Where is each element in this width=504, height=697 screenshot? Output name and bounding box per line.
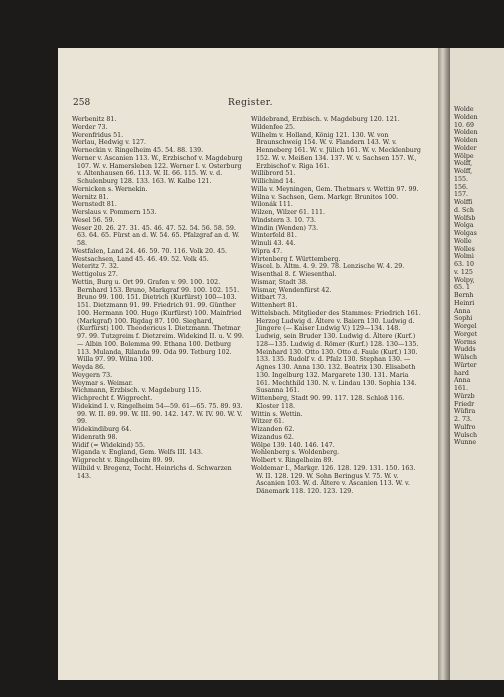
facing-page-word: Sophi — [454, 315, 473, 323]
facing-page-word: Anna — [454, 307, 471, 315]
facing-page-word: Anna — [454, 377, 471, 385]
index-entry: Werbenitz 81. — [72, 116, 117, 123]
facing-page-column — [454, 106, 504, 447]
index-entry: Wichmann, Erzbisch. v. Magdeburg 115. — [72, 387, 202, 395]
facing-page-word: 10. 69 — [454, 121, 475, 129]
facing-page-word: 157. — [454, 191, 469, 199]
index-entry: Werslaus v. Pommern 153. — [72, 209, 157, 216]
index-entry: Woldemar I., Markgr. 126. 128. 129. 131. 150. 163. W. II. 128. 129. W. Sohn Beringus V. 75. W. v. Ascanien 103. W. d. Ältere v. Ascanien 113. W. v. Dänemark 118. 120. 123. 129. — [251, 464, 416, 495]
facing-page-word: Wolga — [454, 222, 474, 230]
facing-page-word: 63. 10 — [454, 261, 475, 268]
facing-page-word: Wunne — [454, 439, 477, 447]
index-entry: Wigprecht v. Ringelheim 89. 99. — [72, 457, 175, 464]
facing-page-word: Würzb — [454, 392, 475, 400]
facing-page-word: Wülsch — [454, 354, 478, 361]
facing-page-word: 2. 73. — [454, 416, 473, 423]
index-entry: Wilbild v. Bregenz, Tocht. Heinrichs d. Schwarzen 143. — [72, 464, 232, 480]
index-entry: Willibrord 51. — [251, 170, 296, 178]
index-entry: Wolbert v. Ringelheim 89. — [251, 457, 334, 464]
page-header — [58, 98, 438, 112]
facing-page-word: Wölpe — [454, 152, 474, 160]
index-entry: Wittenberg, Stadt 90. 99. 117. 128. Schloß 116. Kloster 118. — [251, 395, 405, 410]
facing-page-word: 155. — [454, 175, 469, 183]
index-entry: Wesel 56. 59. — [72, 216, 115, 224]
facing-page-word: Wolden — [454, 129, 478, 137]
index-entry: Windin (Wenden) 73. — [251, 224, 319, 232]
index-entry: Wohlenberg s. Woldenberg. — [251, 449, 340, 457]
index-entry: Weymar s. Weimar. — [72, 379, 133, 387]
index-entry: Wernicken s. Wernekin. — [72, 185, 148, 193]
index-entry: Wettin, Burg u. Ort 99. Grafen v. 99. 100. 102. Bernhard 153. Bruno, Markgraf 99. 100. 102. 151. Bruno 99. 100. 151. Dietrich (Kurfürst) 100—103. 151. Dietzmann 91. 99. Friedrich 91. 99. Günther 100. Hermann 100. Hugo (Kurfürst) 100. Mainfried (Markgraf) 100. Rigdag 87. 100. Sieghard, (Kurfürst) 100. Theodericus I. Dietzmann. Thetmar 97. 99. Tutzgreim f. Dietzreim. Widekind II. u. V. 99. — Albin 100. Bolemma 99. Ethana 100. Detburg 113. Mulanda, Rilanda 99. Oda 99. Tetburg 102. Willa 97. 99. Wilna 100. — [72, 278, 244, 364]
facing-page-word: Wolmi — [454, 253, 474, 261]
facing-page-word: hard — [454, 369, 469, 377]
page-number: 258 — [73, 98, 91, 108]
index-entry: Werlau, Hedwig v. 127. — [72, 139, 147, 147]
index-entry: Windstern 3. 10. 73. — [251, 216, 317, 224]
index-entry: Witzer 61. — [251, 418, 284, 426]
facing-page-word: Wolden — [454, 113, 478, 121]
facing-page-word: 161. — [454, 385, 469, 392]
facing-page-word: Wulfro — [454, 423, 476, 431]
facing-page-word: Worms — [454, 338, 477, 346]
index-entry: Weser 20. 26. 27. 31. 45. 46. 47. 52. 54. 56. 58. 59. 63. 64. 65. Fürst an d. W. 54. 65. Pfalzgraf an d. W. 58. — [72, 224, 240, 247]
index-entry: Wölpe 139. 140. 146. 147. — [251, 441, 335, 449]
index-entry: Wernitz 81. — [72, 193, 109, 201]
facing-page-word: Bernh — [454, 292, 474, 299]
index-entry: Wilhelm v. Holland, König 121. 130. W. von Braunschweig 154. W. v. Flandern 143. W. v. Henneberg 161. W. v. Jülich 161. W. v. Mecklenburg 152. W. v. Meißen 134. 137. W. v. Sachsen 157. W., Erzbischof v. Riga 161. — [251, 131, 421, 170]
index-entry: Wettigolus 27. — [72, 271, 118, 278]
facing-page-word: Wolles — [454, 245, 475, 253]
index-entry: Wiscel. b. Altm. 4. 9. 29. 78. Lenzische W. 4. 29. — [251, 263, 405, 271]
index-entry: Weyda 86. — [72, 364, 106, 371]
facing-page-word: Wolff, — [454, 168, 473, 175]
facing-page-word: v. 125 — [454, 268, 473, 276]
facing-page-word: Friedr — [454, 400, 475, 408]
facing-page-word: 65. 1 — [454, 284, 471, 292]
index-entry: Wilonák 111. — [251, 201, 293, 209]
facing-page-word: Wolffi — [454, 199, 473, 206]
facing-page-word: Wüfira — [454, 408, 476, 416]
index-entry: Werenfridus 51. — [72, 131, 124, 139]
index-entry: Wismar, Wendenfürst 42. — [251, 286, 332, 294]
index-entry: Widif (= Widekind) 55. — [72, 441, 146, 449]
index-entry: Winterfeld 81. — [251, 232, 297, 240]
facing-page-word: Heinri — [454, 299, 475, 307]
facing-page-word: d. Sch — [454, 206, 474, 214]
facing-page-word: 156. — [454, 183, 469, 191]
index-page — [58, 48, 438, 680]
index-entry: Wittenhert 81. — [251, 302, 298, 309]
facing-page-word: Wolff, — [454, 160, 473, 168]
index-entry: Witbart 73. — [251, 294, 288, 302]
page-title: Register. — [228, 98, 273, 108]
index-entry: Wittin s. Wettin. — [251, 410, 303, 418]
facing-page-word: Worget — [454, 330, 478, 338]
index-entry: Widekindiburg 64. — [72, 426, 132, 433]
facing-page-word: Wolde — [454, 106, 474, 113]
index-entry: Wipra 47. — [251, 247, 283, 255]
index-entry: Wildebrand, Erzbisch. v. Magdeburg 120. 121. — [251, 116, 400, 123]
index-column-left — [72, 116, 244, 480]
facing-page-word: Wolgas — [454, 230, 477, 237]
facing-page-word: Wulsch — [454, 431, 478, 439]
index-entry: Widenrath 98. — [72, 433, 118, 441]
index-entry: Wisenthal 8. f. Wiesenthal. — [251, 271, 337, 278]
index-entry: Wichprecht f. Wigprecht. — [72, 395, 153, 402]
facing-page-word: Wolle — [454, 237, 472, 245]
index-entry: Willa v. Meyningen, Gem. Thetmars v. Wettin 97. 99. — [251, 185, 419, 193]
facing-page-word: Würter — [454, 361, 477, 369]
index-entry: Westfalen, Land 24. 46. 59. 70. 116. Volk 20. 45. — [72, 247, 228, 255]
facing-page-word: Wolpy, — [454, 276, 475, 284]
index-entry: Wilna v. Sachsen, Gem. Markgr. Brunitos 100. — [251, 193, 399, 201]
index-entry: Wildenfee 25. — [251, 123, 296, 131]
facing-page-word: Wolden — [454, 137, 478, 144]
index-column-right — [251, 116, 423, 496]
index-entry: Westsachsen, Land 45. 46. 49. 52. Volk 45. — [72, 255, 209, 263]
index-entry: Wernstedt 81. — [72, 201, 117, 209]
facing-page-word: Wolfsb — [454, 214, 476, 222]
index-entry: Wirtenberg f. Württemberg. — [251, 255, 341, 263]
index-entry: Wizandus 62. — [251, 433, 294, 441]
index-entry: Weteritz 7. 32. — [72, 263, 119, 271]
index-entry: Wismar, Stadt 38. — [251, 278, 308, 286]
facing-page-edge — [450, 48, 504, 680]
index-entry: Wiganda v. England, Gem. Welfs III. 143. — [72, 449, 203, 457]
index-entry: Wittelsbach. Mitglieder des Stammes: Friedrich 161. Herzog Ludwig d. Ältere v. Baiern 130. Ludwig d. Jüngere (— Kaiser Ludwig V.) 129—134. 148. Ludwig, sein Bruder 130. Ludwig d. Ältere (Kurf.) 128—135. Ludwig d. Römer (Kurf.) 128. 130—135. Meinhard 130. Otto 130. Otto d. Faule (Kurf.) 130. 133. 135. Rudolf v. d. Pfalz 130. Stephan 130. — Agnes 130. Anna 130. 132. Beatrix 130. Elisabeth 130. Ingelburg 132. Margarete 130. 131. Maria 161. Mechthild 130. N. v. Lindau 130. Sophia 134. Susanna 161. — [251, 309, 421, 395]
index-entry: Werner v. Ascanien 113. W., Erzbischof v. Magdeburg 107. W. v. Hamersleben 122. Werner I. v. Osterburg v. Altenhausen 66. 113. W. II. 66. 115. W. v. d. Schulenburg 128. 133. 163. W. Kalbe 121. — [72, 154, 243, 185]
facing-page-word: Wolder — [454, 144, 477, 152]
index-entry: Widekind I. v. Ringelheim 54—59. 61—65. 75. 89. 93. 99. W. II. 89. 99. W. III. 90. 142. 147. W. IV. 90. W. V. 99. — [72, 402, 243, 426]
index-entry: Werneckin v. Ringelheim 45. 54. 88. 139. — [72, 147, 204, 154]
index-entry: Willichind 14. — [251, 178, 296, 185]
facing-page-word: Wudds — [454, 346, 476, 354]
index-entry: Wilzen, Wilzer 61. 111. — [251, 209, 325, 216]
index-entry: Winuli 43. 44. — [251, 240, 296, 247]
book-gutter — [438, 48, 450, 680]
index-entry: Weygern 73. — [72, 371, 113, 379]
facing-page-word: Worgel — [454, 323, 477, 330]
index-entry: Wizanden 62. — [251, 426, 295, 433]
index-entry: Werder 73. — [72, 123, 108, 131]
